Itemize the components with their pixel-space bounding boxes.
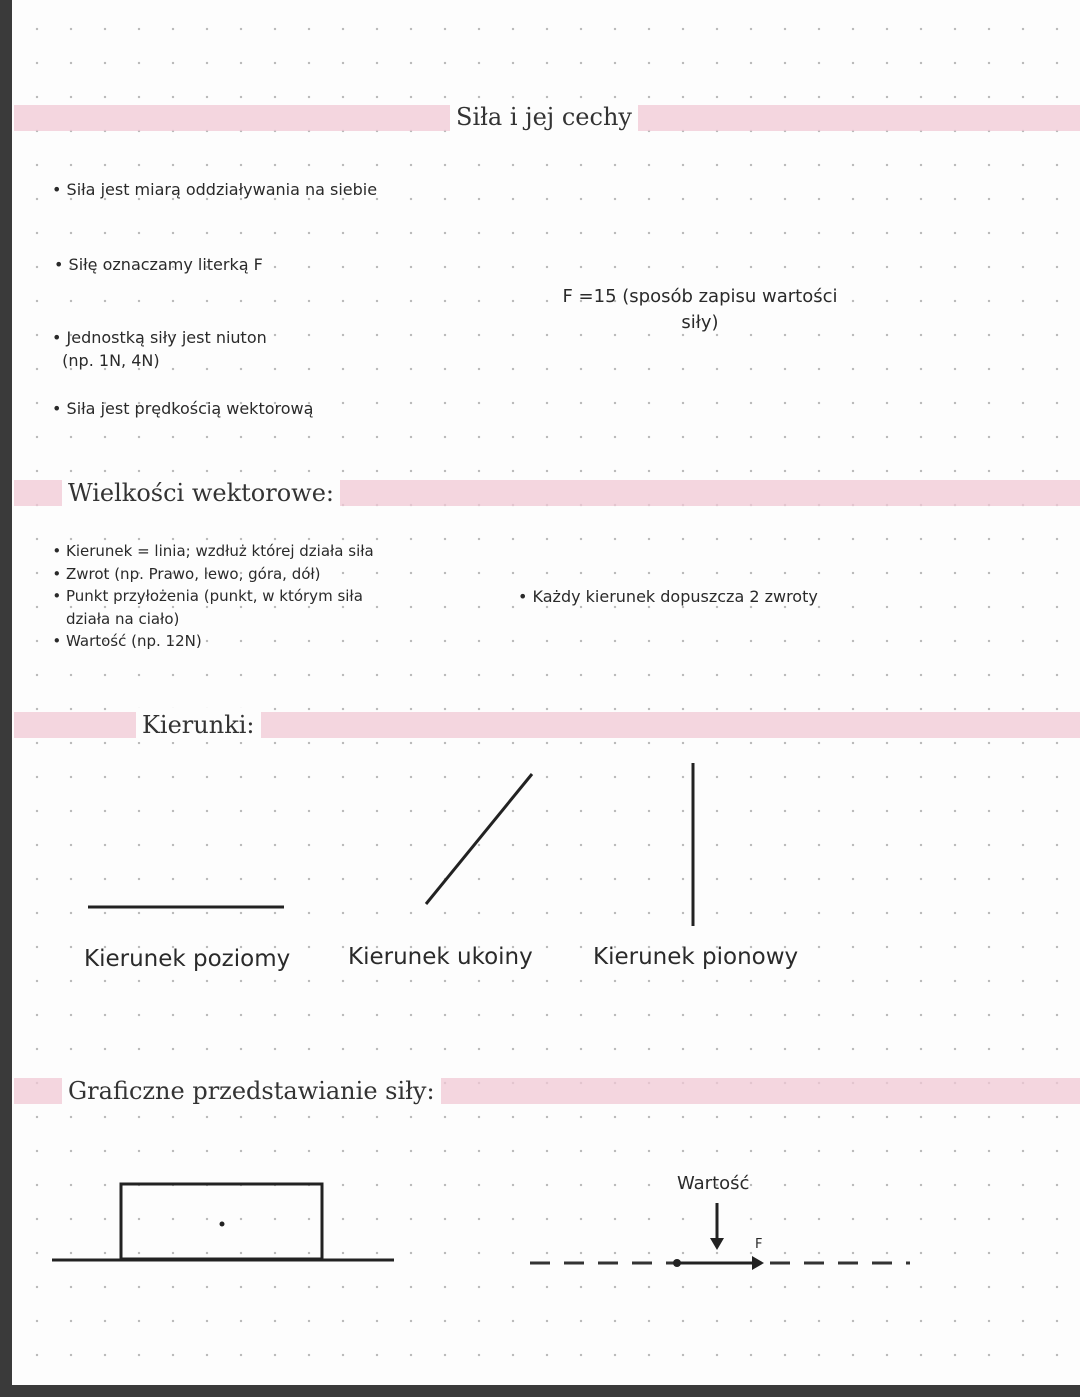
side-note-text: Każdy kierunek dopuszcza 2 zwroty bbox=[532, 587, 818, 606]
bullet-text: Siła jest prędkością wektorową bbox=[66, 399, 314, 418]
bullet-4: • Siła jest prędkością wektorową bbox=[52, 399, 314, 418]
label-vertical: Kierunek pionowy bbox=[593, 944, 799, 970]
label-diagonal: Kierunek ukoiny bbox=[348, 944, 533, 970]
list-item: • Wartość (np. 12N) bbox=[66, 630, 380, 653]
force-label: F bbox=[755, 1237, 763, 1252]
bullet-2: • Siłę oznaczamy literką F bbox=[54, 255, 263, 274]
list-item: • Zwrot (np. Prawo, lewo, góra, dół) bbox=[66, 563, 380, 586]
heading-graficzne: Graficzne przedstawianie siły: bbox=[62, 1074, 441, 1108]
list-item: • Kierunek = linia; wzdłuż której działa siła bbox=[66, 540, 380, 563]
label-horizontal: Kierunek poziomy bbox=[84, 946, 291, 972]
list-item: • Punkt przyłożenia (punkt, w którym siła działa na ciało) bbox=[66, 585, 380, 630]
body-box bbox=[121, 1184, 322, 1259]
value-pointer-head bbox=[710, 1238, 724, 1250]
heading-kierunki: Kierunki: bbox=[136, 708, 261, 742]
bullet-text: (np. 1N, 4N) bbox=[62, 351, 160, 370]
side-note: • Każdy kierunek dopuszcza 2 zwroty bbox=[518, 587, 818, 606]
heading-wielkosci-wektorowe: Wielkości wektorowe: bbox=[62, 476, 340, 510]
application-point bbox=[220, 1222, 225, 1227]
bullet-text: Jednostką siły jest niuton bbox=[66, 328, 267, 347]
note-line: siły) bbox=[681, 312, 719, 333]
bullet-text: Siłę oznaczamy literką F bbox=[68, 255, 263, 274]
value-label: Wartość bbox=[677, 1173, 750, 1194]
bullet-text: Siła jest miarą oddziaływania na siebie bbox=[66, 180, 378, 199]
bullet-1: • Siła jest miarą oddziaływania na siebie bbox=[52, 180, 378, 199]
bullet-3: • Jednostką siły jest niuton (np. 1N, 4N) bbox=[52, 328, 267, 370]
heading-sila-i-jej-cechy: Siła i jej cechy bbox=[450, 100, 638, 134]
force-arrowhead bbox=[752, 1256, 764, 1270]
diagonal-line bbox=[426, 774, 532, 904]
note-line: F =15 (sposób zapisu wartości bbox=[562, 286, 838, 307]
